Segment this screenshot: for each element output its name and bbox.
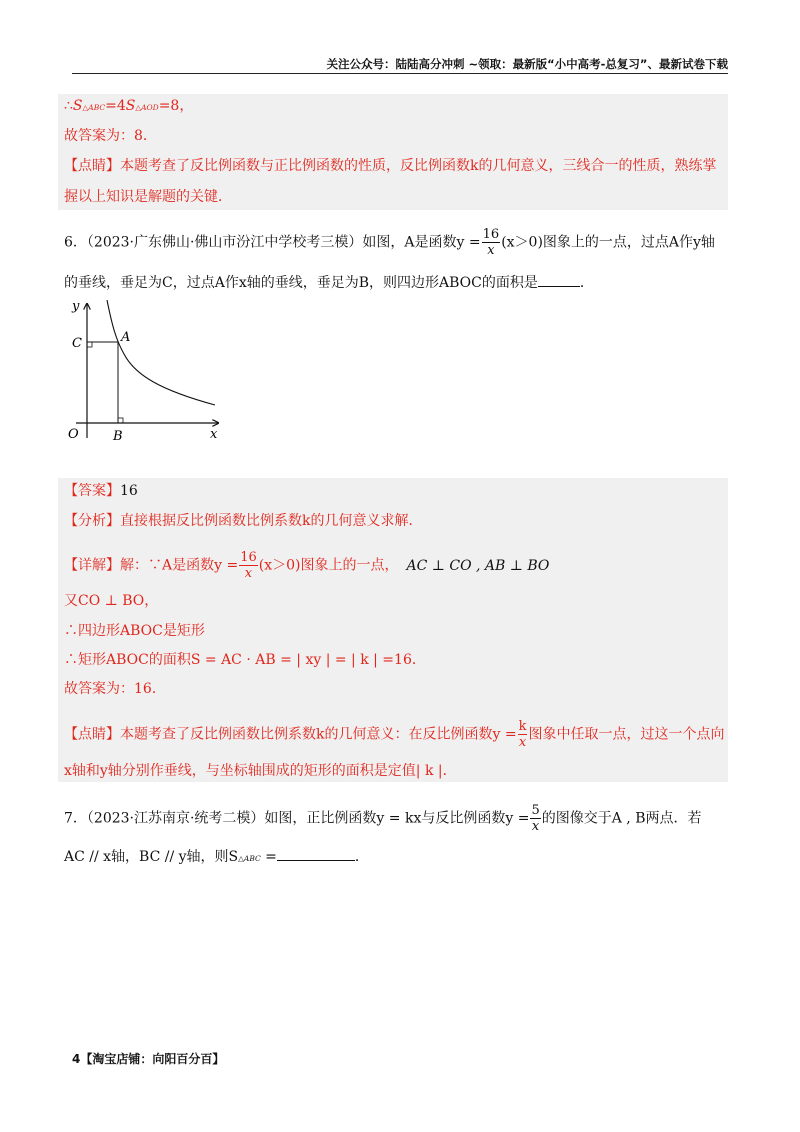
q6-fraction: $\frac{16}{x}$ xyxy=(482,227,500,258)
label-o: O xyxy=(68,427,79,442)
label-b: B xyxy=(113,429,123,444)
line-rectangle: ∴四边形ABOC是矩形 xyxy=(64,623,205,639)
answer-blank-q7[interactable] xyxy=(277,846,355,861)
q7-line2: AC // x轴，BC // y轴，则S△ABC = ． xyxy=(64,846,369,868)
prev-answer-line: 故答案为：8． xyxy=(64,128,157,144)
comment-tag-a6: 【点睛】 xyxy=(64,726,120,743)
right-angle-b xyxy=(118,418,123,423)
answer-tag: 【答案】 xyxy=(64,483,120,499)
comment-tag: 【点睛】 xyxy=(64,158,120,174)
analysis-line: 【分析】直接根据反比例函数比例系数k的几何意义求解． xyxy=(64,513,423,529)
hyperbola-curve xyxy=(107,300,215,405)
page-footer: 4【淘宝店铺：向阳百分百】 xyxy=(72,1052,225,1066)
q6-line1: 6．（2023·广东佛山·佛山市汾江中学校考三模）如图，A是函数y = $\frac{16}{x}$ (x＞0)图象上的一点，过点A作y轴 xyxy=(64,227,715,258)
answer-line: 【答案】16 xyxy=(64,483,138,499)
label-c: C xyxy=(72,336,82,351)
comment-line2: x轴和y轴分别作垂线，与坐标轴围成的矩形的面积是定值| k |． xyxy=(64,763,457,779)
line-final: 故答案为：16． xyxy=(64,681,166,697)
analysis-tag: 【分析】 xyxy=(64,513,120,529)
comment-line1: 【点睛】本题考查了反比例函数比例系数k的几何意义：在反比例函数y = $\frac{k}{x}$ 图象中任取一点，过这一个点向 xyxy=(64,719,725,750)
comment-fraction: $\frac{k}{x}$ xyxy=(518,719,527,750)
line-area: ∴矩形ABOC的面积S = AC · AB = | xy | = | k | =16． xyxy=(64,652,426,668)
page-header: 关注公众号：陆陆高分冲刺 ~领取：最新版“小中高考-总复习”、最新试卷下载 xyxy=(326,57,728,71)
prev-line1: ∴S△ABC=4S△AOD=8， xyxy=(64,98,194,114)
right-angle-c xyxy=(87,342,92,347)
q7-line1: 7．（2023·江苏南京·统考二模）如图，正比例函数y = kx与反比例函数y = $\frac{5}{x}$ 的图像交于A , B两点．若 xyxy=(64,803,702,834)
label-y: y xyxy=(72,299,80,314)
prev-comment-line2: 握以上知识是解题的关键． xyxy=(64,189,232,205)
detail-tag: 【详解】 xyxy=(64,557,120,574)
therefore-sign: ∴ xyxy=(64,98,73,114)
label-x: x xyxy=(210,427,218,442)
q6-line2: 的垂线，垂足为C，过点A作x轴的垂线，垂足为B，则四边形ABOC的面积是 ． xyxy=(64,272,594,292)
label-a: A xyxy=(121,330,131,345)
answer-blank[interactable] xyxy=(538,272,580,287)
q7-fraction: $\frac{5}{x}$ xyxy=(531,803,540,834)
prev-comment-line1: 【点睛】本题考查了反比例函数与正比例函数的性质，反比例函数k的几何意义，三线合一的性质，熟练掌 xyxy=(64,158,717,174)
q6-figure xyxy=(60,290,230,450)
header-rule xyxy=(72,73,728,74)
line-co-perp: 又CO ⊥ BO， xyxy=(64,593,159,609)
detail-fraction: $\frac{16}{x}$ xyxy=(240,550,257,581)
detail-line: 【详解】解：∵A是函数y = $\frac{16}{x}$ (x＞0)图象上的一点， AC ⊥ CO , AB ⊥ BO xyxy=(64,550,550,581)
